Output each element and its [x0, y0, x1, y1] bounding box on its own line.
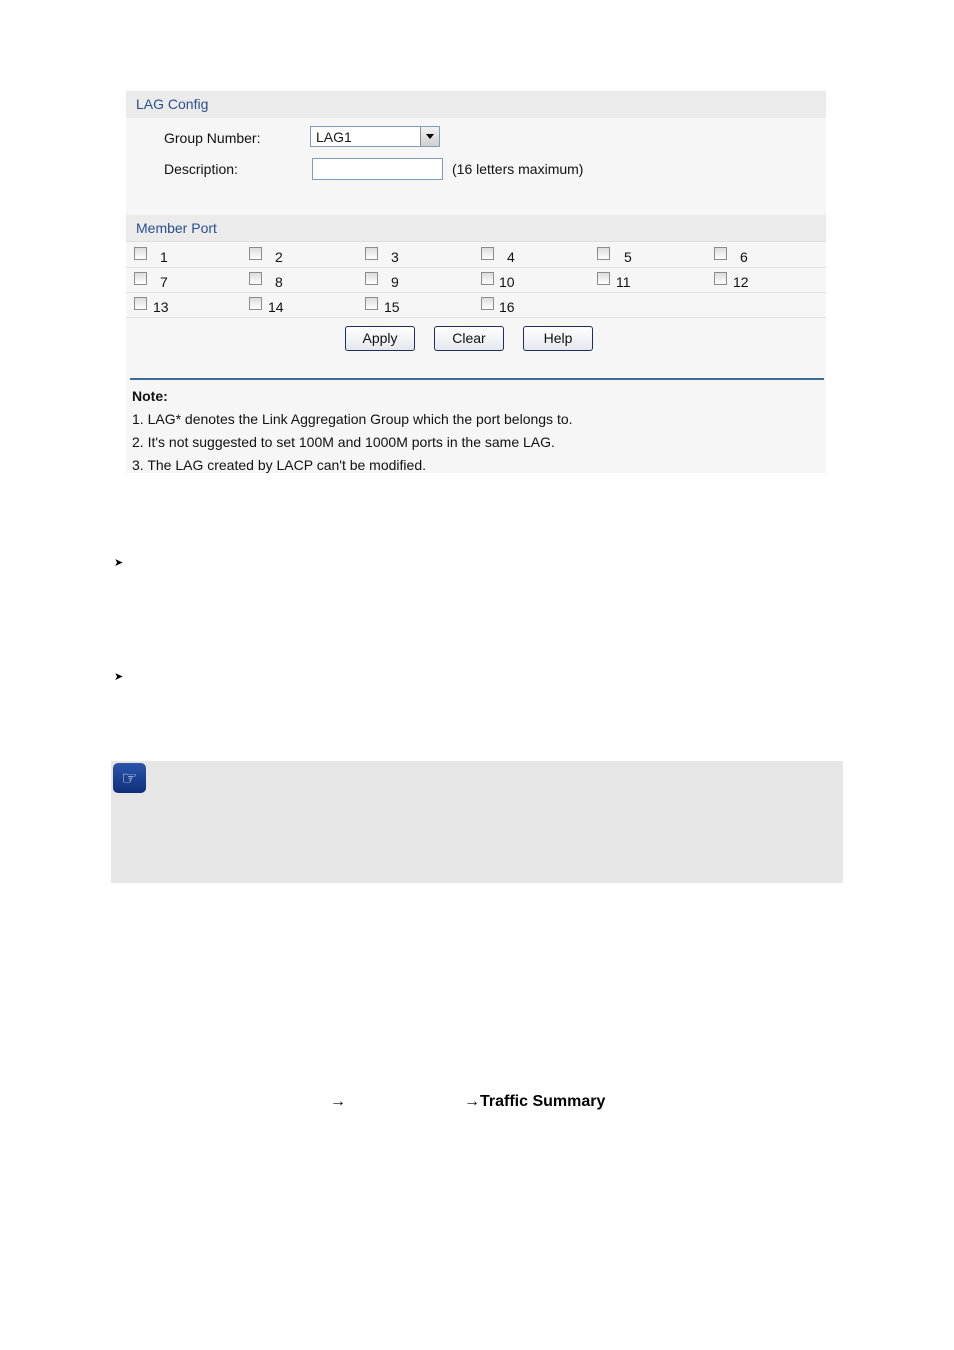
port-row: [126, 292, 826, 318]
dropdown-arrow-icon[interactable]: [420, 127, 439, 146]
port-checkbox-15[interactable]: [365, 297, 378, 310]
port-checkbox-1[interactable]: [134, 247, 147, 260]
port-checkbox-12[interactable]: [714, 272, 727, 285]
member-port-grid: [126, 241, 826, 318]
port-checkbox-8[interactable]: [249, 272, 262, 285]
group-number-value: LAG1: [316, 129, 352, 145]
port-label: 4: [507, 249, 515, 265]
port-label: 15: [384, 299, 400, 315]
port-checkbox-10[interactable]: [481, 272, 494, 285]
port-label: 10: [499, 274, 515, 290]
lag-config-header: LAG Config: [126, 91, 826, 118]
menu-path-arrow: →: [330, 1093, 346, 1110]
port-label: 13: [153, 299, 169, 315]
group-number-label: Group Number:: [164, 130, 261, 146]
port-checkbox-7[interactable]: [134, 272, 147, 285]
port-label: 6: [740, 249, 748, 265]
apply-button[interactable]: Apply: [345, 326, 415, 351]
port-checkbox-6[interactable]: [714, 247, 727, 260]
port-label: 2: [275, 249, 283, 265]
lag-config-panel: [126, 91, 826, 473]
port-label: 3: [391, 249, 399, 265]
bullet-arrow-icon: ➤: [114, 671, 124, 683]
port-checkbox-9[interactable]: [365, 272, 378, 285]
port-label: 1: [160, 249, 168, 265]
port-label: 9: [391, 274, 399, 290]
port-checkbox-16[interactable]: [481, 297, 494, 310]
port-checkbox-11[interactable]: [597, 272, 610, 285]
port-checkbox-3[interactable]: [365, 247, 378, 260]
port-checkbox-4[interactable]: [481, 247, 494, 260]
port-checkbox-13[interactable]: [134, 297, 147, 310]
tip-box: [111, 761, 843, 883]
port-checkbox-5[interactable]: [597, 247, 610, 260]
port-row: [126, 242, 826, 268]
port-label: 8: [275, 274, 283, 290]
note-line-2: 2. It's not suggested to set 100M and 1000M ports in the same LAG.: [132, 434, 555, 450]
port-row: [126, 267, 826, 293]
member-port-header: Member Port: [126, 215, 826, 241]
port-label: 12: [733, 274, 749, 290]
port-label: 14: [268, 299, 284, 315]
bullet-arrow-icon: ➤: [114, 557, 124, 569]
note-line-3: 3. The LAG created by LACP can't be modified.: [132, 457, 426, 473]
group-number-select[interactable]: [310, 126, 440, 147]
port-label: 7: [160, 274, 168, 290]
port-checkbox-2[interactable]: [249, 247, 262, 260]
note-title: Note:: [132, 388, 168, 404]
port-checkbox-14[interactable]: [249, 297, 262, 310]
note-line-1: 1. LAG* denotes the Link Aggregation Group which the port belongs to.: [132, 411, 573, 427]
description-label: Description:: [164, 161, 238, 177]
description-hint: (16 letters maximum): [452, 161, 584, 177]
port-label: 5: [624, 249, 632, 265]
description-input[interactable]: [312, 158, 443, 180]
pointing-hand-icon: ☞: [113, 763, 146, 793]
note-divider: [130, 378, 824, 380]
port-label: 11: [616, 274, 631, 290]
menu-path-traffic-summary: →Traffic Summary: [464, 1093, 606, 1110]
port-label: 16: [499, 299, 515, 315]
help-button[interactable]: Help: [523, 326, 593, 351]
clear-button[interactable]: Clear: [434, 326, 504, 351]
